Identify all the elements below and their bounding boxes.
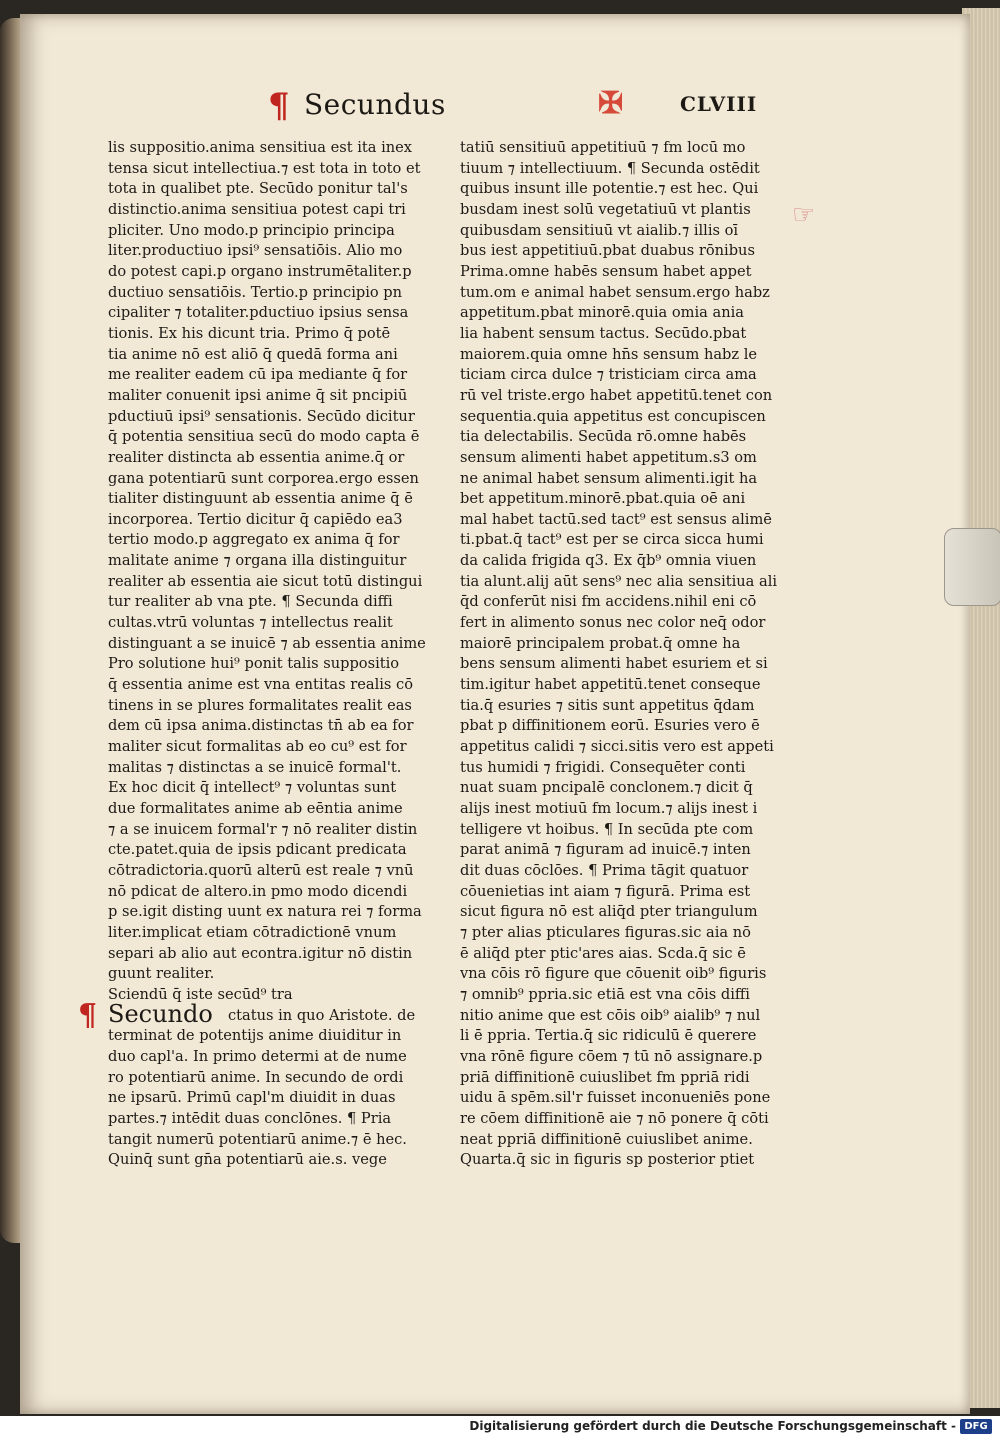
running-title: Secundus — [304, 88, 446, 121]
text-line: tota in qualibet pte. Secūdo ponitur tal's — [108, 180, 408, 198]
text-line: maliter sicut formalitas ab eo cu⁹ est for — [108, 738, 407, 756]
text-line: malitate anime ⁊ organa illa distinguitur — [108, 552, 407, 570]
text-line: malitas ⁊ distinctas a se inuicē formal't. — [108, 758, 402, 776]
text-line: tur realiter ab vna pte. ¶ Secunda diffi — [108, 593, 393, 611]
text-line: ro potentiarū anime. In secundo de ordi — [108, 1068, 404, 1086]
text-line: appetitus calidi ⁊ sicci.sitis vero est appeti — [460, 738, 774, 756]
text-line: rū vel triste.ergo habet appetitū.tenet con — [460, 386, 773, 404]
text-line: p se.igit disting uunt ex natura rei ⁊ forma — [108, 903, 422, 921]
text-line: dit duas cōclōes. ¶ Prima tāgit quatuor — [460, 861, 749, 879]
text-line: uidu ā spēm.sil'r fuisset inconueniēs pone — [460, 1089, 771, 1107]
text-line: lis suppositio.anima sensitiua est ita inex — [108, 139, 413, 156]
text-line: re cōem diffinitionē aie ⁊ nō ponere q̄ cōti — [460, 1109, 769, 1127]
text-line: ⁊ omnib⁹ ppria.sic etiā est vna cōis diffi — [460, 985, 750, 1003]
text-line: Ex hoc dicit q̄ intellect⁹ ⁊ voluntas sunt — [108, 779, 397, 797]
funding-credit: Digitalisierung gefördert durch die Deutsche Forschungsgemeinschaft - — [469, 1419, 956, 1433]
text-line: tia anime nō est aliō q̄ quedā forma ani — [108, 345, 398, 363]
text-line: ne animal habet sensum alimenti.igit ha — [460, 469, 758, 487]
text-line: fert in alimento sonus nec color neq̄ odor — [460, 614, 766, 632]
text-line: tionis. Ex his dicunt tria. Primo q̄ potē — [108, 324, 391, 342]
text-line: terminat de potentijs anime diuiditur in — [108, 1027, 402, 1045]
text-line: da calida frigida q3. Ex q̄b⁹ omnia viuen — [460, 552, 757, 570]
text-line: maiorem.quia omne hn̄s sensum habz le — [460, 345, 758, 363]
text-line: nuat suam pncipalē conclonem.⁊ dicit q̄ — [460, 779, 753, 797]
text-line: mal habet tactū.sed tact⁹ est sensus alimē — [460, 510, 772, 528]
text-line: telligere vt hoibus. ¶ In secūda pte com — [460, 820, 754, 838]
text-line: partes.⁊ intēdit duas conclōnes. ¶ Pria — [108, 1109, 392, 1127]
text-line: cipaliter ⁊ totaliter.pductiuo ipsius sensa — [108, 304, 409, 322]
text-line: vna cōis rō figure que cōuenit oib⁹ figuris — [460, 965, 767, 983]
text-line: pliciter. Uno modo.p principio principa — [108, 221, 395, 239]
text-line: ⁊ pter alias pticulares figuras.sic aia nō — [460, 923, 751, 941]
text-line: Quarta.q̄ sic in figuris sp posterior ptiet — [460, 1151, 755, 1169]
footer-bar — [0, 1416, 1000, 1437]
text-line: Sciendū q̄ iste secūd⁹ tra — [108, 985, 293, 1003]
book-page — [20, 14, 970, 1414]
dfg-logo: DFG — [960, 1419, 992, 1434]
text-line: distinctio.anima sensitiua potest capi tri — [108, 200, 406, 218]
text-line: bet appetitum.minorē.pbat.quia oē ani — [460, 490, 746, 508]
text-line: Quinq̄ sunt gn̄a potentiarū aie.s. vege — [108, 1151, 387, 1169]
text-line: ductiuo sensatiōis. Tertio.p principio pn — [108, 283, 403, 301]
text-line: ticiam circa dulce ⁊ tristiciam circa ama — [460, 366, 757, 384]
text-line: cultas.vtrū voluntas ⁊ intellectus realit — [108, 614, 393, 632]
text-line: due formalitates anime ab eēntia anime — [108, 800, 403, 817]
text-line: tia delectabilis. Secūda rō.omne habēs — [460, 428, 747, 446]
text-line: ne ipsarū. Primū capl'm diuidit in duas — [108, 1089, 396, 1107]
text-line: sicut figura nō est aliq̄d pter triangulum — [460, 903, 758, 921]
pilcrow-icon: ¶ — [78, 998, 98, 1033]
text-line: priā diffinitionē cuiuslibet fm ppriā ridi — [460, 1068, 750, 1086]
text-line: sequentia.quia appetitus est concupiscen — [460, 407, 766, 425]
text-line: quibus insunt ille potentie.⁊ est hec. Qui — [460, 180, 759, 198]
text-line: Pro solutione hui⁹ ponit talis suppositio — [108, 655, 400, 673]
margin-hand-icon: ☞ — [792, 200, 816, 230]
text-line: duo capl'a. In primo determi at de nume — [108, 1047, 407, 1065]
text-line: pductiuū ipsi⁹ sensationis. Secūdo dicitur — [108, 407, 415, 425]
text-line: bus iest appetitiuū.pbat duabus rōnibus — [460, 242, 755, 260]
text-line: realiter ab essentia aie sicut totū distingui — [108, 572, 423, 590]
text-line: do potest capi.p organo instrumētaliter.p — [108, 262, 412, 280]
text-line: tensa sicut intellectiua.⁊ est tota in toto et — [108, 159, 421, 177]
text-line: tus humidi ⁊ frigidi. Consequēter conti — [460, 758, 746, 776]
text-line: busdam inest solū vegetatiuū vt plantis — [460, 200, 751, 218]
section-heading-word: Secundo — [108, 1000, 213, 1028]
text-line: neat ppriā diffinitionē cuiuslibet anime. — [460, 1130, 753, 1148]
text-line: alijs inest motiuū fm locum.⁊ alijs inest i — [460, 800, 758, 817]
text-line: gana potentiarū sunt corporea.ergo essen — [108, 469, 419, 487]
text-line: realiter distincta ab essentia anime.q̄ or — [108, 448, 405, 466]
text-line: ē aliq̄d pter ptic'ares aias. Scda.q̄ sic ē — [460, 944, 746, 962]
section-heading-continuation: ctatus in quo Aristote. de — [228, 1006, 416, 1024]
pilcrow-icon: ¶ — [268, 86, 290, 126]
text-line: cte.patet.quia de ipsis pdicant predicata — [108, 841, 407, 859]
text-line: li ē ppria. Tertia.q̄ sic ridiculū ē querere — [460, 1027, 757, 1045]
text-line: tertio modo.p aggregato ex anima q̄ for — [108, 531, 400, 549]
text-line: vna rōnē figure cōem ⁊ tū nō assignare.p — [460, 1047, 763, 1065]
text-line: ⁊ a se inuicem formal'r ⁊ nō realiter distin — [108, 820, 418, 838]
text-line: nitio anime que est cōis oib⁹ aialib⁹ ⁊ nul — [460, 1006, 761, 1024]
text-line: tangit numerū potentiarū anime.⁊ ē hec. — [108, 1130, 407, 1148]
text-line: q̄ potentia sensitiua secū do modo capta ē — [108, 428, 420, 446]
text-line: nō pdicat de altero.in pmo modo dicendi — [108, 882, 408, 900]
text-line: dem cū ipsa anima.distinctas tn̄ ab ea for — [108, 717, 414, 735]
text-line: distinguant a se inuicē ⁊ ab essentia anime — [108, 634, 426, 652]
folio-number: CLVIII — [680, 92, 758, 116]
cross-mark-icon: ✠ — [598, 86, 624, 121]
text-line: liter.productiuo ipsi⁹ sensatiōis. Alio mo — [108, 242, 403, 260]
text-line: bens sensum alimenti habet esuriem et si — [460, 655, 768, 673]
text-line: cōtradictoria.quorū alterū est reale ⁊ vnū — [108, 861, 414, 879]
right-text-column — [460, 138, 810, 1171]
text-line: sensum alimenti habet appetitum.s3 om — [460, 448, 757, 466]
text-line: separi ab alio aut econtra.igitur nō distin — [108, 944, 413, 962]
text-line: q̄d conferūt nisi fm accidens.nihil eni cō — [460, 593, 757, 611]
text-line: tum.om e animal habet sensum.ergo habz — [460, 283, 770, 301]
text-line: cōuenietias int aiam ⁊ figurā. Prima est — [460, 882, 751, 900]
text-line: appetitum.pbat minorē.quia omia ania — [460, 304, 744, 322]
text-line: q̄ essentia anime est vna entitas realis cō — [108, 676, 413, 694]
text-line: tim.igitur habet appetitū.tenet conseque — [460, 676, 761, 694]
running-head — [268, 86, 948, 126]
text-line: parat animā ⁊ figuram ad inuicē.⁊ inten — [460, 841, 751, 859]
text-line: maliter conuenit ipsi anime q̄ sit pncipiū — [108, 386, 408, 404]
section-heading — [78, 998, 258, 1034]
text-line: tinens in se plures formalitates realit eas — [108, 696, 412, 714]
text-line: me realiter eadem cū ipa mediante q̄ for — [108, 366, 408, 384]
text-line: tatiū sensitiuū appetitiuū ⁊ fm locū mo — [460, 139, 746, 156]
text-line: maiorē principalem probat.q̄ omne ha — [460, 634, 741, 652]
text-line: guunt realiter. — [108, 965, 215, 983]
text-line: Prima.omne habēs sensum habet appet — [460, 262, 752, 280]
text-line: tia.q̄ esuries ⁊ sitis sunt appetitus q̄dam — [460, 696, 755, 714]
text-line: liter.implicat etiam cōtradictionē vnum — [108, 923, 397, 941]
text-line: lia habent sensum tactus. Secūdo.pbat — [460, 324, 747, 342]
book-clasp — [944, 528, 1000, 606]
text-line: tiuum ⁊ intellectiuum. ¶ Secunda ostēdit — [460, 159, 760, 177]
text-line: tia alunt.alij aūt sens⁹ nec alia sensitiua ali — [460, 572, 778, 590]
text-line: quibusdam sensitiuū vt aialib.⁊ illis oī — [460, 221, 739, 239]
text-line: pbat p diffinitionem eorū. Esuries vero ē — [460, 717, 760, 735]
text-line: tialiter distinguunt ab essentia anime q̄ ē — [108, 490, 413, 508]
text-line: incorporea. Tertio dicitur q̄ capiēdo ea3 — [108, 510, 403, 528]
text-line: ti.pbat.q̄ tact⁹ est per se circa sicca humi — [460, 531, 764, 549]
